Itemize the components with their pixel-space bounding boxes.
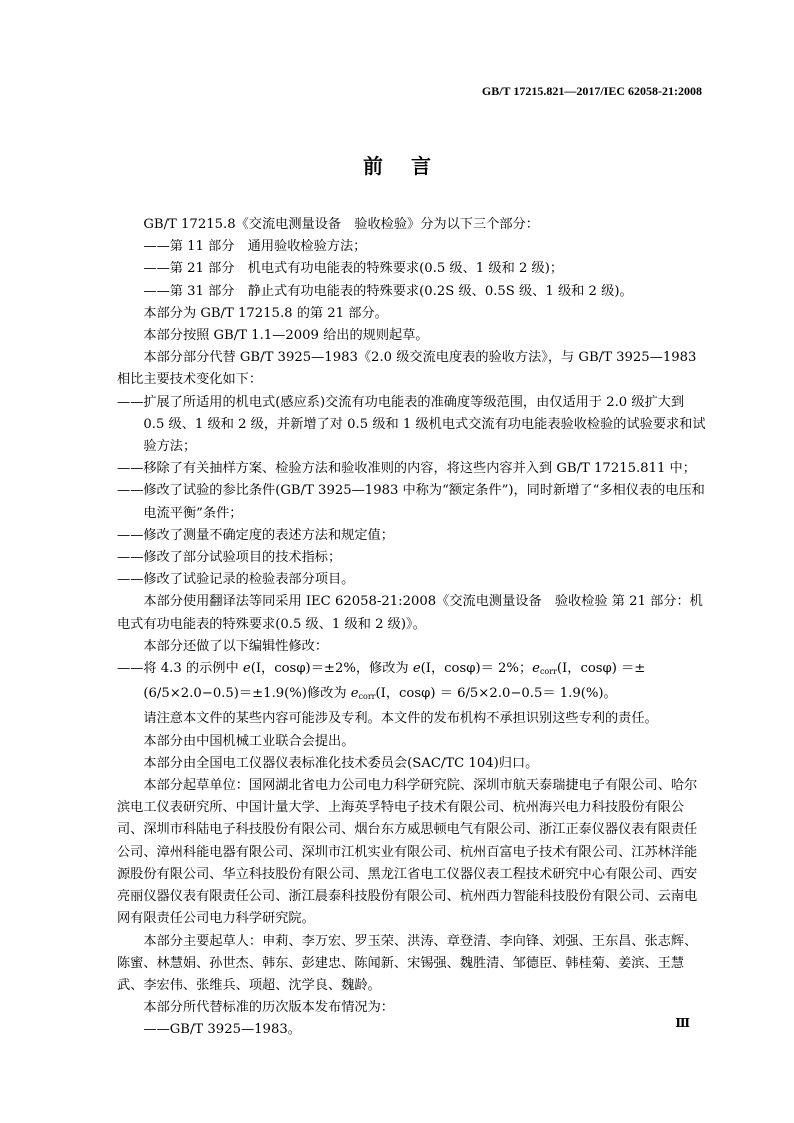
formula-text: (I，cosφ) ＝±(6/5×2.0−0.5)＝±1.9(%)修改为 — [143, 661, 646, 702]
list-item: ——第 21 部分 机电式有功电能表的特殊要求(0.5 级、1 级和 2 级)； — [143, 261, 564, 277]
list-item: ——移除了有关抽样方案、检验方法和验收准则的内容，将这些内容并入到 GB/T 17215.811 中； — [117, 461, 696, 477]
formula-text: (I，cosφ) ＝ 6/5×2.0−0.5＝ 1.9(%)。 — [375, 686, 617, 702]
formula-subscript: corr — [358, 692, 376, 702]
list-item: ——修改了试验记录的检验表部分项目。 — [117, 572, 355, 588]
formula-block — [117, 658, 707, 708]
list-item: ——第 31 部分 静止式有功电能表的特殊要求(0.2S 级、0.5S 级、1 级和 2 级)。 — [143, 283, 633, 299]
page-number: Ⅲ — [675, 1016, 690, 1030]
paragraph: GB/T 17215.8《交流电测量设备 验收检验》分为以下三个部分： — [143, 217, 539, 232]
paragraph: 本部分由中国机械工业联合会提出。 — [143, 733, 355, 749]
formula-text: (I，cosφ)＝ 2%； — [420, 661, 533, 677]
standard-code-header: GB/T 17215.821—2017/IEC 62058-21:2008 — [481, 84, 702, 98]
document-body — [117, 214, 707, 1042]
paragraph: 本部分主要起草人：申莉、李万宏、罗玉荣、洪涛、章登清、李向锋、刘强、王东昌、张志辉、陈蜜、林慧娟、孙世杰、韩东、彭建忠、陈闻新、宋锡强、魏胜清、邹德臣、韩桂菊、姜滨、王慧武、李宏伟、张维兵、项超、沈学良、魏龄。 — [117, 933, 698, 993]
formula-var: e — [242, 661, 251, 677]
formula-var: e — [412, 661, 421, 677]
list-item: ——扩展了所适用的机电式(感应系)交流有功电能表的准确度等级范围，由仅适用于 2.0 级扩大到 0.5 级、1 级和 2 级，并新增了对 0.5 级和 1 级机电式交流有功电能表验收检验的试验要求和试验方法； — [117, 394, 706, 455]
paragraph: 本部分起草单位：国网湖北省电力公司电力科学研究院、深圳市航天泰瑞捷电子有限公司、哈尔滨电工仪表研究所、中国计量大学、上海英孚特电子技术有限公司、杭州海兴电力科技股份有限公司、深圳市科陆电子科技股份有限公司、烟台东方威思顿电气有限公司、浙江正泰仪器仪表有限责任公司、漳州科能电器有限公司、深圳市江机实业有限公司、杭州百富电子技术有限公司、江苏林洋能源股份有限公司、华立科技股份有限公司、黑龙江省电工仪器仪表工程技术研究中心有限公司、西安亮丽仪器仪表有限责任公司、浙江晨泰科技股份有限公司、杭州西力智能科技股份有限公司、云南电网有限责任公司电力科学研究院。 — [117, 778, 698, 927]
list-item: ——GB/T 3925—1983。 — [143, 1022, 301, 1038]
formula-subscript: corr — [539, 667, 557, 677]
paragraph: 本部分使用翻译法等同采用 IEC 62058-21:2008《交流电测量设备 验收检验 第 21 部分：机电式有功电能表的特殊要求(0.5 级、1 级和 2 级)》。 — [117, 594, 703, 632]
formula-list-item — [117, 658, 707, 708]
paragraph: 本部分所代替标准的历次版本发布情况为： — [143, 1000, 394, 1016]
change-list — [117, 392, 707, 592]
formula-var: e — [532, 661, 540, 677]
list-item: ——修改了试验的参比条件(GB/T 3925—1983 中称为“额定条件”)，同时新增了“多相仪表的电压和电流平衡”条件； — [117, 483, 705, 521]
list-item: ——修改了测量不确定度的表述方法和规定值； — [117, 527, 394, 543]
list-item: ——第 11 部分 通用验收检验方法； — [143, 239, 367, 255]
paragraph: 本部分按照 GB/T 1.1—2009 给出的规则起草。 — [143, 328, 429, 344]
paragraph: 本部分部分代替 GB/T 3925—1983《2.0 级交流电度表的验收方法》，与 GB/T 3925—1983 相比主要技术变化如下： — [117, 350, 697, 388]
formula-var: e — [350, 686, 359, 702]
paragraph: 本部分为 GB/T 17215.8 的第 21 部分。 — [143, 305, 388, 321]
paragraph: 请注意本文件的某些内容可能涉及专利。本文件的发布机构不承担识别这些专利的责任。 — [143, 711, 658, 727]
list-item: ——修改了部分试验项目的技术指标； — [117, 550, 342, 566]
page-title: 前言 — [363, 154, 459, 178]
formula-lead: ——将 4.3 的示例中 — [117, 661, 243, 677]
paragraph: 本部分还做了以下编辑性修改： — [143, 638, 329, 654]
paragraph: 本部分由全国电工仪器仪表标准化技术委员会(SAC/TC 104)归口。 — [143, 755, 539, 771]
formula-text: (I，cosφ)＝±2%，修改为 — [250, 661, 413, 677]
